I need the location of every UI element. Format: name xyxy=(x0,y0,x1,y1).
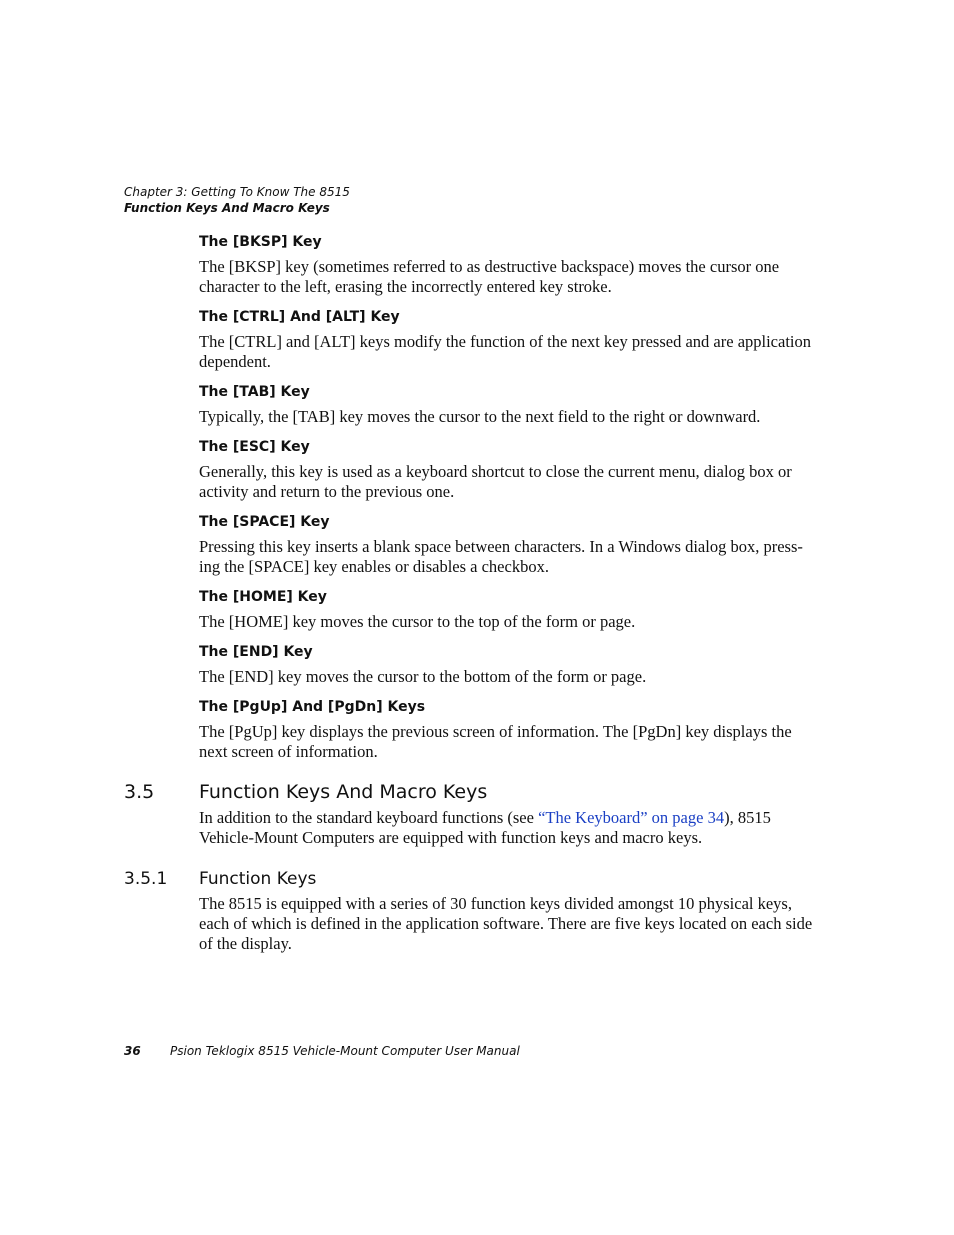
key-block-pgup-pgdn xyxy=(199,698,814,762)
key-heading: The [HOME] Key xyxy=(199,589,327,605)
section-3-5 xyxy=(124,780,814,848)
key-heading: The [SPACE] Key xyxy=(199,514,330,530)
key-description: The [HOME] key moves the cursor to the top of the form or page. xyxy=(199,612,636,631)
section-title: Function Keys And Macro Keys xyxy=(199,781,488,803)
key-block-tab xyxy=(199,383,814,427)
key-heading: The [TAB] Key xyxy=(199,384,310,400)
page-content xyxy=(124,233,814,965)
key-heading: The [ESC] Key xyxy=(199,439,310,455)
key-description: Pressing this key inserts a blank space between characters. In a Windows dialog box, press-ing the [SPACE] key enables or disables a checkbox. xyxy=(199,537,803,576)
subsection-title: Function Keys xyxy=(199,869,317,889)
key-block-home xyxy=(199,588,814,632)
key-description: The [BKSP] key (sometimes referred to as destructive backspace) moves the cursor one character to the left, erasing the incorrectly entered key stroke. xyxy=(199,257,780,296)
subsection-number: 3.5.1 xyxy=(124,869,168,889)
key-description: The [END] key moves the cursor to the bottom of the form or page. xyxy=(199,667,647,686)
section-number: 3.5 xyxy=(124,781,155,803)
key-block-space xyxy=(199,513,814,577)
section-intro xyxy=(199,808,814,848)
key-heading: The [END] Key xyxy=(199,644,313,660)
intro-text-after: ), 8515 Vehicle-Mount Computers are equipped with function keys and macro keys. xyxy=(199,808,771,847)
keyboard-page-link[interactable]: “The Keyboard” on page 34 xyxy=(538,808,725,827)
header-section: Function Keys And Macro Keys xyxy=(124,201,330,215)
page-number: 36 xyxy=(124,1044,141,1058)
key-block-bksp xyxy=(199,233,814,297)
key-description: Typically, the [TAB] key moves the cursor to the next field to the right or downward. xyxy=(199,407,761,426)
header-chapter: Chapter 3: Getting To Know The 8515 xyxy=(124,185,350,199)
running-header xyxy=(124,184,350,216)
key-description: The [PgUp] key displays the previous screen of information. The [PgDn] key displays the next screen of information. xyxy=(199,722,792,761)
key-heading: The [CTRL] And [ALT] Key xyxy=(199,309,400,325)
key-block-esc xyxy=(199,438,814,502)
key-heading: The [PgUp] And [PgDn] Keys xyxy=(199,699,426,715)
key-block-end xyxy=(199,643,814,687)
manual-title: Psion Teklogix 8515 Vehicle-Mount Computer User Manual xyxy=(170,1044,520,1058)
key-block-ctrl-alt xyxy=(199,308,814,372)
key-description: Generally, this key is used as a keyboard shortcut to close the current menu, dialog box or activity and return to the previous one. xyxy=(199,462,792,501)
page-footer xyxy=(124,1043,520,1059)
intro-text-before: In addition to the standard keyboard functions (see xyxy=(199,808,539,827)
subsection-text: The 8515 is equipped with a series of 30 function keys divided amongst 10 physical keys, each of which is defined in the application software. There are five keys located on each side of the display. xyxy=(199,894,813,953)
section-3-5-1 xyxy=(124,868,814,954)
key-description: The [CTRL] and [ALT] keys modify the function of the next key pressed and are application dependent. xyxy=(199,332,811,371)
key-heading: The [BKSP] Key xyxy=(199,234,322,250)
